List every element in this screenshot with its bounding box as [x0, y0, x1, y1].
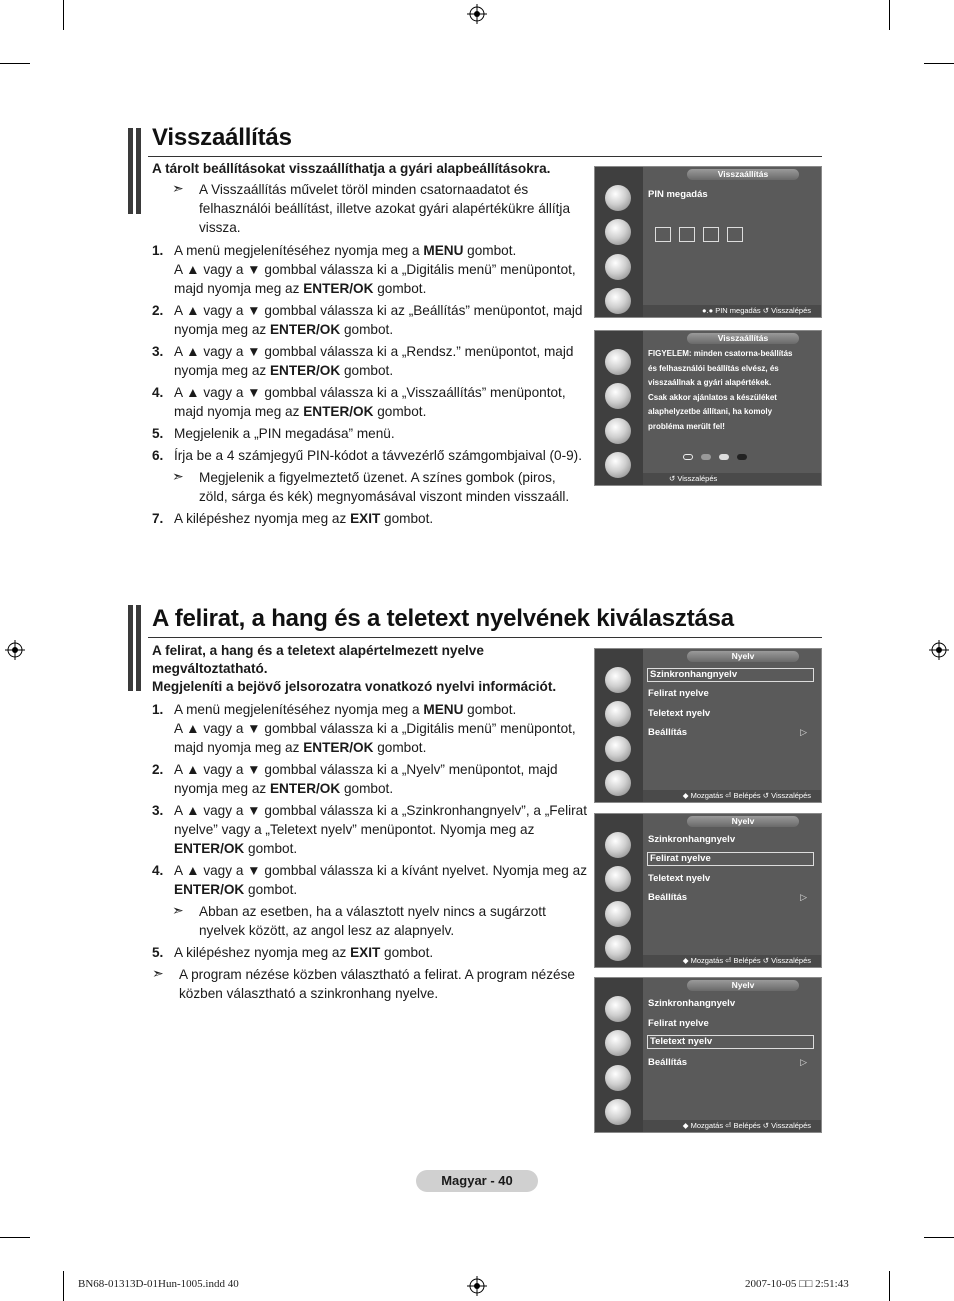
step-text: gombot.	[244, 882, 298, 897]
step-text: A menü megjelenítéséhez nyomja meg a	[174, 243, 424, 258]
note-arrow-icon: ➣	[152, 965, 164, 981]
step-text: A ▲ vagy a ▼ gombbal válassza ki a „Rendsz.” menüpontot, majd nyomja meg az	[174, 344, 574, 378]
warning-line: Csak akkor ajánlatos a készüléket	[648, 392, 777, 402]
step-text: A ▲ vagy a ▼ gombbal válassza ki a „Digitális menü” menüpontot, majd nyomja meg az	[174, 721, 576, 755]
osd-item: Szinkronhangnyelv	[648, 834, 736, 845]
section-title-language: A felirat, a hang és a teletext nyelvének kiválasztása	[152, 605, 734, 632]
step-number: 1.	[152, 702, 164, 717]
step	[152, 801, 588, 858]
step	[152, 342, 588, 380]
section-marker	[136, 605, 141, 691]
osd-icon-column	[595, 649, 643, 802]
picture-icon	[605, 383, 631, 409]
step-number: 1.	[152, 243, 164, 258]
osd-language-screenshot	[594, 813, 822, 968]
step-text: gombot.	[373, 404, 427, 419]
channel-icon	[605, 832, 631, 858]
note-text: A program nézése közben választható a felirat. A program nézése közben választható a szinkronhang nyelve.	[179, 967, 575, 1001]
registration-mark-icon	[467, 1276, 487, 1296]
registration-mark-icon	[467, 4, 487, 24]
channel-icon	[605, 996, 631, 1022]
step-number: 3.	[152, 344, 164, 359]
osd-footer: ●.● PIN megadás ↺ Visszalépés	[643, 305, 821, 317]
step-number: 2.	[152, 762, 164, 777]
osd-icon-column	[595, 814, 643, 967]
title-rule	[148, 637, 822, 638]
osd-item-selected: Szinkronhangnyelv	[647, 668, 814, 682]
color-button-icon	[683, 454, 693, 460]
step-key: ENTER/OK	[174, 882, 245, 897]
step	[152, 424, 588, 443]
step-text: A ▲ vagy a ▼ gombbal válassza ki a „Nyelv” menüpontot, majd nyomja meg az	[174, 762, 558, 796]
osd-warning-text	[648, 347, 818, 434]
warning-line: alaphelyzetbe állítani, ha komoly	[648, 407, 773, 416]
note	[152, 468, 588, 506]
step-text: A ▲ vagy a ▼ gombbal válassza ki a kívánt nyelvet. Nyomja meg az	[174, 863, 588, 878]
step	[152, 446, 588, 465]
step-text: gombot.	[340, 322, 394, 337]
step-key: ENTER/OK	[303, 281, 374, 296]
warning-line: FIGYELEM: minden csatorna-beállítás	[648, 349, 793, 358]
step	[152, 241, 588, 298]
note-arrow-icon: ➣	[172, 902, 184, 918]
osd-footer: ◆ Mozgatás ⏎ Belépés ↺ Visszalépés	[643, 955, 821, 967]
step-text: Írja be a 4 számjegyű PIN-kódot a távvezérlő számgombjaival (0-9).	[174, 448, 582, 463]
osd-language-screenshot	[594, 648, 822, 803]
note-text: Megjelenik a figyelmeztető üzenet. A színes gombok (piros, zöld, sárga és kék) megnyomásával viszont minden visszaáll.	[199, 470, 570, 504]
title-rule	[148, 156, 822, 157]
step	[152, 760, 588, 798]
submenu-arrow-icon: ▷	[800, 727, 807, 737]
osd-tab: Nyelv	[687, 816, 799, 827]
step-text: gombot.	[463, 702, 517, 717]
step-key: ENTER/OK	[269, 781, 341, 796]
section-marker	[128, 605, 133, 691]
pin-digit-box	[679, 227, 695, 242]
picture-icon	[605, 701, 631, 727]
step-key: MENU	[423, 702, 464, 717]
step-text: gombot.	[373, 281, 427, 296]
note	[152, 180, 588, 237]
step-key: EXIT	[350, 511, 381, 526]
channel-icon	[605, 349, 631, 375]
note-arrow-icon: ➣	[172, 180, 184, 196]
step-text: A ▲ vagy a ▼ gombbal válassza ki a „Szinkronhangnyelv”, a „Felirat nyelve” vagy a „Teletext nyelv” menüpontot. Nyomja meg az	[174, 803, 588, 837]
section-marker	[128, 128, 133, 214]
step-text: gombot.	[244, 841, 298, 856]
osd-icon-column	[595, 978, 643, 1132]
step	[152, 700, 588, 757]
step-text: gombot.	[463, 243, 517, 258]
section-marker	[136, 128, 141, 214]
note	[152, 965, 588, 1003]
setup-icon	[605, 1099, 631, 1125]
step-key: ENTER/OK	[303, 740, 374, 755]
step-text: A ▲ vagy a ▼ gombbal válassza ki a „Visszaállítás” menüpontot, majd nyomja meg az	[174, 385, 566, 419]
osd-icon-column	[595, 331, 643, 485]
note-text: Abban az esetben, ha a választott nyelv nincs a sugárzott nyelvek között, az angol lesz az alapnyelv.	[199, 904, 546, 938]
print-date: 2007-10-05 □□ 2:51:43	[745, 1278, 849, 1290]
step-text: gombot.	[340, 781, 394, 796]
warning-line: és felhasználói beállítás elvész, és	[648, 363, 779, 373]
osd-footer: ◆ Mozgatás ⏎ Belépés ↺ Visszalépés	[643, 790, 821, 802]
step	[152, 301, 588, 339]
step-number: 4.	[152, 863, 164, 878]
sound-icon	[605, 1065, 631, 1091]
page-number-badge: Magyar - 40	[416, 1170, 538, 1192]
section-title-reset: Visszaállítás	[152, 124, 292, 151]
section1-body	[152, 160, 588, 531]
setup-icon	[605, 452, 631, 478]
step-text: A kilépéshez nyomja meg az	[174, 945, 351, 960]
setup-icon	[605, 770, 631, 796]
osd-footer: ↺ Visszalépés	[643, 473, 821, 485]
color-button-icon	[701, 454, 711, 460]
step-text: A kilépéshez nyomja meg az	[174, 511, 351, 526]
osd-item: Teletext nyelv	[648, 873, 711, 884]
sound-icon	[605, 254, 631, 280]
registration-mark-icon	[929, 640, 949, 660]
section2-body	[152, 642, 588, 1006]
registration-mark-icon	[5, 640, 25, 660]
step-key: ENTER/OK	[174, 841, 245, 856]
step-text: gombot.	[380, 511, 434, 526]
pin-digit-box	[703, 227, 719, 242]
submenu-arrow-icon: ▷	[800, 892, 807, 902]
step-text: A ▲ vagy a ▼ gombbal válassza ki a „Digitális menü” menüpontot, majd nyomja meg az	[174, 262, 576, 296]
step-text: gombot.	[340, 363, 394, 378]
step-key: EXIT	[350, 945, 381, 960]
step-text: A ▲ vagy a ▼ gombbal válassza ki az „Beállítás” menüpontot, majd nyomja meg az	[174, 303, 583, 337]
osd-item: Beállítás	[648, 892, 688, 903]
osd-item: Szinkronhangnyelv	[648, 998, 736, 1009]
picture-icon	[605, 866, 631, 892]
sound-icon	[605, 901, 631, 927]
channel-icon	[605, 667, 631, 693]
section2-intro: Megjeleníti a bejövő jelsorozatra vonatkozó nyelvi információt.	[152, 679, 557, 694]
osd-item: Felirat nyelve	[648, 688, 709, 699]
note	[152, 902, 588, 940]
warning-line: visszaállnak a gyári alapértékek.	[648, 378, 772, 387]
osd-item: Beállítás	[648, 727, 688, 738]
step-key: ENTER/OK	[269, 322, 341, 337]
step-text: gombot.	[380, 945, 434, 960]
note-text: A Visszaállítás művelet töröl minden csatornaadatot és felhasználói beállítást, illetve azokat gyári alapértékükre állítja vissza.	[199, 182, 571, 235]
osd-tab: Visszaállítás	[687, 169, 799, 180]
osd-language-screenshot	[594, 977, 822, 1133]
step-number: 5.	[152, 426, 164, 441]
osd-tab: Nyelv	[687, 651, 799, 662]
warning-line: probléma merült fel!	[648, 421, 725, 431]
osd-item: PIN megadás	[648, 189, 708, 200]
step-number: 4.	[152, 385, 164, 400]
picture-icon	[605, 1030, 631, 1056]
pin-digit-box	[727, 227, 743, 242]
step-number: 6.	[152, 448, 164, 463]
step	[152, 509, 588, 528]
step-number: 3.	[152, 803, 164, 818]
step-number: 5.	[152, 945, 164, 960]
step-text: A menü megjelenítéséhez nyomja meg a	[174, 702, 424, 717]
osd-item-selected: Felirat nyelve	[647, 852, 814, 866]
step	[152, 943, 588, 962]
sound-icon	[605, 736, 631, 762]
step-text: Megjelenik a „PIN megadása” menü.	[174, 426, 395, 441]
step	[152, 383, 588, 421]
osd-tab: Nyelv	[687, 980, 799, 991]
setup-icon	[605, 935, 631, 961]
osd-item-selected: Teletext nyelv	[647, 1035, 814, 1049]
color-button-icon	[737, 454, 747, 460]
step-number: 7.	[152, 511, 164, 526]
step-key: MENU	[423, 243, 464, 258]
osd-tab: Visszaállítás	[687, 333, 799, 344]
sound-icon	[605, 418, 631, 444]
file-slug: BN68-01313D-01Hun-1005.indd 40	[78, 1278, 239, 1290]
osd-item: Beállítás	[648, 1057, 688, 1068]
pin-digit-box	[655, 227, 671, 242]
picture-icon	[605, 219, 631, 245]
osd-icon-column	[595, 167, 643, 317]
channel-icon	[605, 185, 631, 211]
osd-pin-screenshot	[594, 166, 822, 318]
osd-item: Felirat nyelve	[648, 1018, 709, 1029]
step-key: ENTER/OK	[303, 404, 374, 419]
step	[152, 861, 588, 899]
osd-item: Teletext nyelv	[648, 708, 711, 719]
color-button-icon	[719, 454, 729, 460]
step-key: ENTER/OK	[269, 363, 341, 378]
osd-footer: ◆ Mozgatás ⏎ Belépés ↺ Visszalépés	[643, 1120, 821, 1132]
step-number: 2.	[152, 303, 164, 318]
setup-icon	[605, 288, 631, 314]
osd-warning-screenshot	[594, 330, 822, 486]
submenu-arrow-icon: ▷	[800, 1057, 807, 1067]
note-arrow-icon: ➣	[172, 468, 184, 484]
step-text: gombot.	[373, 740, 427, 755]
section2-intro: A felirat, a hang és a teletext alapértelmezett nyelve megváltoztatható.	[152, 643, 484, 676]
section1-intro: A tárolt beállításokat visszaállíthatja a gyári alapbeállításokra.	[152, 161, 551, 176]
